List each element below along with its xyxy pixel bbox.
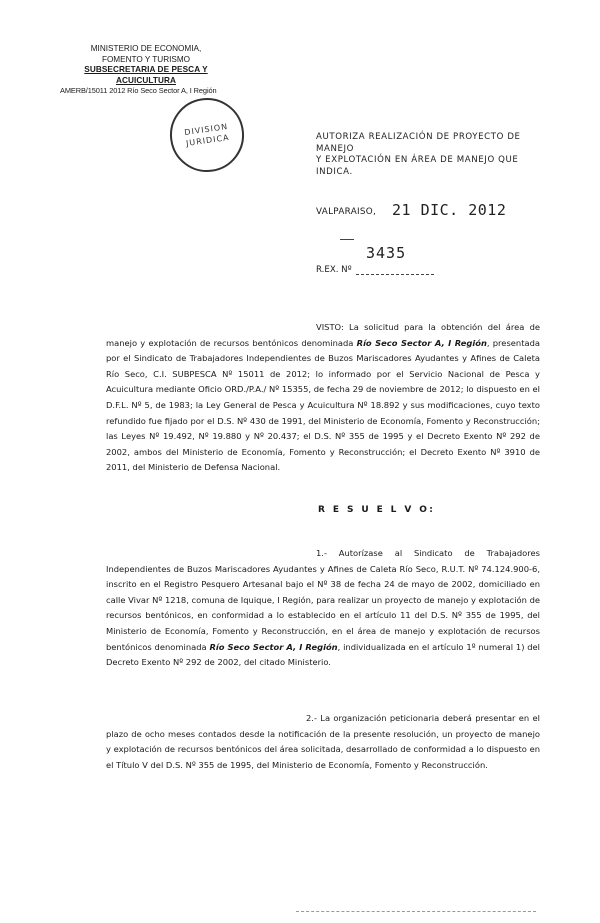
document-title	[316, 132, 556, 178]
bottom-scan-line	[296, 911, 536, 912]
item-1-area-name: Río Seco Sector A, I Región	[209, 641, 338, 652]
title-line-2: Y EXPLOTACIÓN EN ÁREA DE MANEJO QUE INDICA.	[316, 155, 519, 177]
rex-label: R.EX. Nº	[316, 265, 352, 275]
ministry-name: MINISTERIO DE ECONOMIA,	[90, 44, 202, 53]
division-juridica-stamp	[165, 93, 249, 177]
title-line-1: AUTORIZA REALIZACIÓN DE PROYECTO DE MANEJO	[316, 132, 521, 154]
document-date: 21 DIC. 2012	[392, 201, 507, 219]
subsecretaria-name: SUBSECRETARIA DE PESCA Y ACUICULTURA	[84, 65, 208, 85]
stamp-line-2: JURIDICA	[185, 132, 231, 148]
item-2-text: 2.- La organización peticionaria deberá presentar en el plazo de ocho meses contados desde la notificación de la presente resolución, un proyecto de manejo y explotación de recursos bentónicos del área solicitada, desarrollado de conformidad a lo dispuesto en el Título V del D.S. Nº 355 de 1995, del Ministerio de Economía, Fomento y Reconstrucción.	[106, 713, 540, 770]
reference-line: AMERB/15011 2012 Río Seco Sector A, I Región	[60, 86, 217, 95]
ministry-header	[60, 44, 232, 86]
item-1-text-post: , individualizada en el artículo 1º numeral 1) del Decreto Exento Nº 292 de 2002, del citado Ministerio.	[106, 641, 541, 668]
number-dash	[340, 239, 354, 240]
visto-area-name: Río Seco Sector A, I Región	[356, 337, 487, 348]
resuelvo-heading: R E S U E L V O:	[318, 505, 436, 515]
place-label: VALPARAISO,	[316, 207, 377, 217]
visto-text-pre: La solicitud para la obtención del área de manejo y explotación de recursos bentónicos denominada	[106, 322, 540, 348]
resolution-item-1	[106, 546, 540, 671]
resolution-item-2	[106, 711, 540, 773]
item-1-text-pre: 1.- Autorízase al Sindicato de Trabajadores Independientes de Buzos Mariscadores Ayudantes y Afines de Caleta Río Seco, R.U.T. Nº 74.124.900-6, inscrito en el Registro Pesquero Artesanal bajo el Nº 38 de fecha 24 de mayo de 2002, domiciliado en calle Vivar Nº 1218, comuna de Iquique, I Región, para realizar un proyecto de manejo y explotación de recursos bentónicos, en conformidad a lo establecido en el artículo 11 del D.S. Nº 355 de 1995, del Ministerio de Economía, Fomento y Reconstrucción, en el área de manejo y explotación de recursos bentónicos denominada	[106, 548, 540, 652]
visto-text-post: , presentada por el Sindicato de Trabajadores Independientes de Buzos Mariscadores Ayudantes y Afines de Caleta Río Seco, C.I. SUBPESCA Nº 15011 de 2012; lo informado por el Servicio Nacional de Pesca y Acuicultura mediante Oficio ORD./P.A./ Nº 15355, de fecha 29 de noviembre de 2012; lo dispuesto en el D.F.L. Nº 5, de 1983; la Ley General de Pesca y Acuicultura Nº 18.892 y sus modificaciones, cuyo texto refundido fue fijado por el D.S. Nº 430 de 1991, del Ministerio de Economía, Fomento y Reconstrucción; las Leyes Nº 19.492, Nº 19.880 y Nº 20.437; el D.S. Nº 355 de 1995 y el Decreto Exento Nº 292 de 2002, ambos del Ministerio de Economía, Fomento y Reconstrucción; el Decreto Exento Nº 3910 de 2011, del Ministerio de Defensa Nacional.	[106, 337, 541, 473]
ministry-name-2: FOMENTO Y TURISMO	[101, 54, 191, 64]
visto-paragraph	[106, 320, 540, 476]
visto-label: VISTO:	[316, 322, 344, 332]
resolution-number: 3435	[366, 244, 407, 262]
rex-underline	[356, 274, 434, 275]
stamp-line-1: DIVISION	[183, 122, 229, 138]
